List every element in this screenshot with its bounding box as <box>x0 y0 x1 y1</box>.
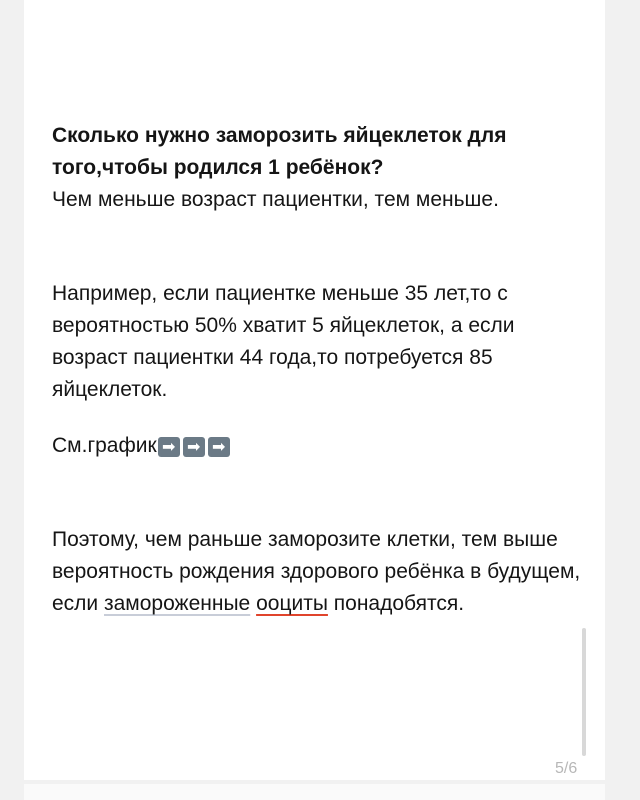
slide-page <box>24 0 605 780</box>
right-arrow-icon: ➡ <box>183 437 205 457</box>
conclusion-text-start: Поэтому, чем раньше заморозите клетки, тем выше вероятность рождения здорового ребёнка в будущем, если <box>52 528 581 615</box>
page-indicator: 5/6 <box>555 760 578 777</box>
right-arrow-icon: ➡ <box>158 437 180 457</box>
question-line-2: того,чтобы родился 1 ребёнок? <box>52 156 384 179</box>
arrow-icons <box>158 430 233 462</box>
bottom-strip <box>24 784 605 800</box>
see-chart-line <box>52 430 592 462</box>
example-paragraph: Например, если пациентке меньше 35 лет,то с вероятностью 50% хватит 5 яйцеклеток, а если возраст пациентки 44 года,то потребуется 85 яйцеклеток. <box>52 282 515 401</box>
vertical-scrollbar[interactable] <box>582 628 586 756</box>
answer-text: Чем меньше возраст пациентки, тем меньше. <box>52 188 499 211</box>
conclusion-paragraph <box>52 524 592 620</box>
see-chart-text: См.график <box>52 434 157 457</box>
question-heading <box>52 120 572 184</box>
spellcheck-underlined-word-oocytes: ооциты <box>256 592 328 615</box>
conclusion-text-end: понадобятся. <box>327 592 465 615</box>
right-arrow-icon: ➡ <box>208 437 230 457</box>
question-line-1: Сколько нужно заморозить яйцеклеток для <box>52 124 507 147</box>
underlined-word-frozen: замороженные <box>104 592 251 615</box>
